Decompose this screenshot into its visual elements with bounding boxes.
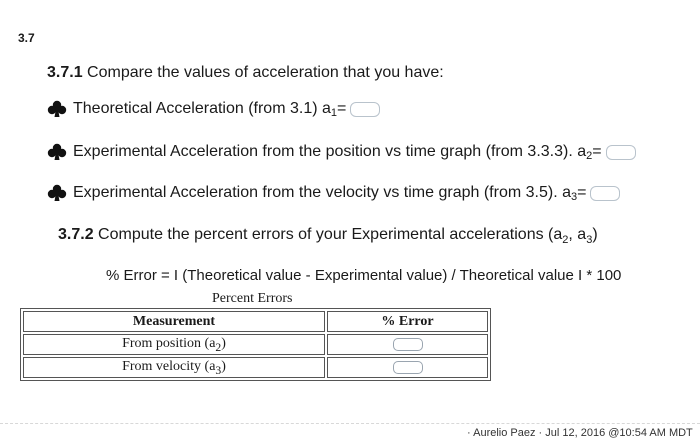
bullet-item-position [46,143,636,161]
question-number: 3.7.2 [58,226,94,243]
table-row [23,334,488,355]
subscript-a3: 3 [586,234,593,246]
percent-error-formula: % Error = I (Theoretical value - Experimental value) / Theoretical value I * 100 [106,267,622,284]
question-text-mid: , a [568,226,587,243]
row-label-subscript: 3 [215,363,222,377]
club-bullet-icon [46,100,68,118]
item-text: Experimental Acceleration from the velocity vs time graph (from 3.5). a [73,184,571,201]
table-row [23,357,488,378]
section-label: 3.7 [18,31,35,45]
position-error-input[interactable] [393,338,423,351]
position-error-cell [327,334,488,355]
item-equals: = [577,184,587,201]
header-percent-error: % Error [327,311,488,332]
velocity-error-cell [327,357,488,378]
item-equals: = [592,143,602,160]
subscript-a2: 2 [562,234,569,246]
row-label-position [23,334,325,355]
bullet-item-theoretical [46,100,380,118]
question-text: Compare the values of acceleration that you have: [82,64,444,81]
a2-input[interactable] [606,145,636,160]
footer-divider [0,423,700,424]
header-measurement: Measurement [23,311,325,332]
velocity-error-input[interactable] [393,361,423,374]
table-caption: Percent Errors [212,291,293,306]
a3-input[interactable] [590,186,620,201]
row-label-text: From position (a [122,335,216,351]
item-text: Theoretical Acceleration (from 3.1) a [73,100,331,117]
question-text: Compute the percent errors of your Experimental accelerations (a [93,226,563,243]
row-label-subscript: 2 [215,340,222,354]
question-3-7-2-title [58,226,598,244]
row-label-close: ) [221,335,226,351]
club-bullet-icon [46,184,68,202]
row-label-velocity [23,357,325,378]
item-subscript: 3 [570,191,578,203]
item-subscript: 1 [330,107,338,119]
row-label-close: ) [221,358,226,374]
bullet-item-velocity [46,184,620,202]
question-number: 3.7.1 [47,64,83,81]
table-header-row [23,311,488,332]
question-text-end: ) [592,226,598,243]
item-subscript: 2 [586,150,593,162]
item-text: Experimental Acceleration from the position vs time graph (from 3.3.3). a [73,143,587,160]
a1-input[interactable] [350,102,380,117]
percent-errors-table [20,308,491,381]
row-label-text: From velocity (a [122,358,216,374]
item-equals: = [337,100,347,117]
footer-attribution: · Aurelio Paez · Jul 12, 2016 @10:54 AM MDT [467,427,693,439]
club-bullet-icon [46,143,68,161]
question-3-7-1-title [47,64,444,82]
